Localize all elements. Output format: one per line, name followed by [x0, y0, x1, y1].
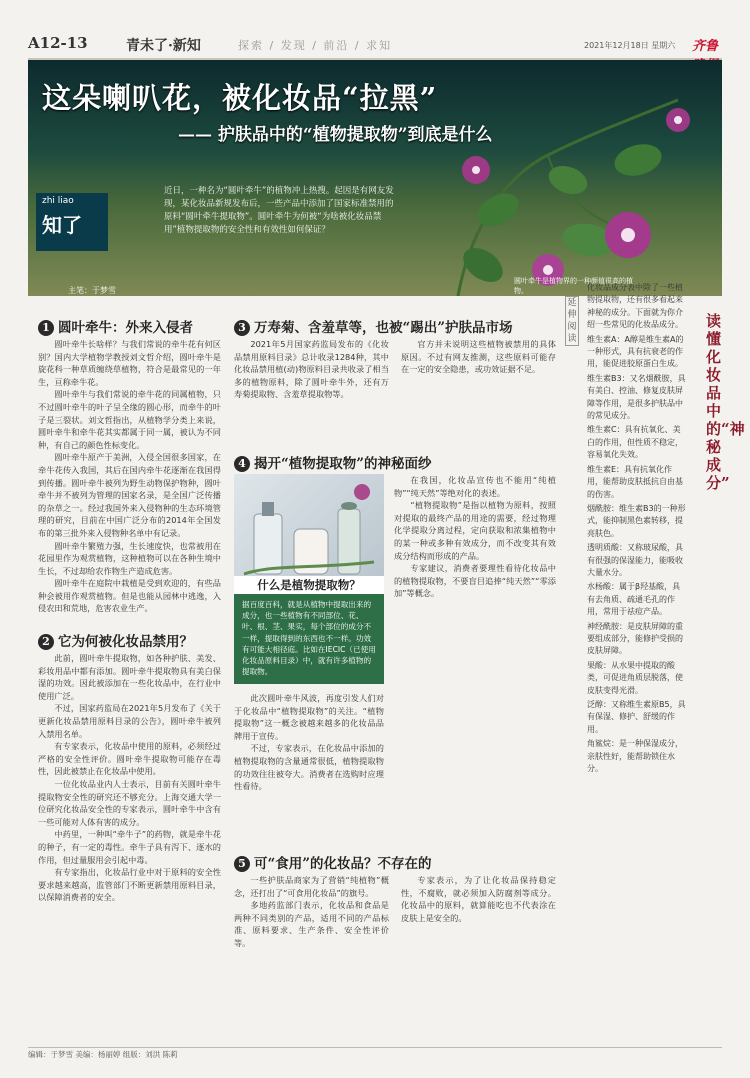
article-paragraph: 圆叶牵牛原产于美洲，入侵全国很多国家，在牵牛花传入我国，其后在国内牵牛花逐渐在我国得到传播。圆叶牵牛被列为野生动物保护物种，圆叶牵牛并不被列为管理的国家名录，是全国广泛传播的杂草之一。经过我国外来入侵物种的生态环境管理的研究，目前在中国广泛分布的2014年全国发布的第三批外来入侵物种名单中有记录。	[38, 452, 221, 538]
zhiliao-badge	[36, 193, 108, 251]
article-1-body	[38, 338, 221, 614]
article-paragraph: “植物提取物”是指以植物为原料，按照对提取的最终产品的用途的需要，经过物理化学提取分离过程，定向获取和浓集植物中的某一种或多种有效成分，而不改变其有效成分结构而形成的产品。	[394, 500, 556, 561]
info-box-title: 什么是植物提取物？	[234, 576, 384, 594]
article-5-number: 5	[234, 856, 250, 872]
sidebar-item: 化妆品成分表中除了一些植物提取物，还有很多看起来神秘的成分。下面就为你介绍一些常见的化妆品成分。	[587, 283, 683, 330]
article-4-body-right	[394, 474, 556, 836]
info-box	[234, 578, 384, 684]
article-paragraph: 在我国，化妆品宣传也不能用“纯植物”“纯天然”等绝对化的表述。	[394, 475, 556, 498]
sidebar-title: 读懂化妆品中的“神秘成分”	[706, 312, 745, 492]
article-paragraph: 不过，国家药监局在2021年5月发布了《关于更新化妆品禁用原料目录的公告》，圆叶牵牛被列入禁用名单。	[38, 703, 221, 739]
article-3-number: 3	[234, 320, 250, 336]
article-5-title	[234, 852, 432, 872]
article-paragraph: 专家表示，为了让化妆品保持稳定性，不腐败，就必须加入防腐剂等成分。化妆品中的原料，就算能吃也不代表涂在皮肤上是安全的。	[401, 875, 556, 923]
article-1-number: 1	[38, 320, 54, 336]
article-paragraph: 圆叶牵牛在庭院中栽植是受到欢迎的，有些品种会被用作观赏植物。但是也能从园林中逃逸，入侵农田和荒地，危害农业生产。	[38, 578, 221, 614]
zhiliao-pinyin: zhi liao	[42, 196, 74, 206]
cosmetics-bottles-icon	[234, 474, 384, 586]
article-paragraph: 2021年5月国家药监局发布的《化妆品禁用原料目录》总计收录1284种，其中化妆品禁用植(动)物原料目录共收录了相当多的植物原料，除了圆叶牵牛外，还有万寿菊提取物、含羞草提取物等。	[234, 339, 389, 400]
section-name: 青未了·新知	[126, 38, 201, 54]
sidebar-label: 延伸阅读	[565, 296, 579, 346]
article-paragraph: 中药里，一种叫“牵牛子”的药物，就是牵牛花的种子，有一定的毒性。牵牛子具有泻下、逐水的作用，但过量服用会引起中毒。	[38, 829, 221, 865]
article-5-heading: 可“食用”的化妆品？不存在的	[254, 856, 432, 872]
sidebar-item: 维生素B3：又名烟酰胺，具有美白、控油、修复皮肤屏障等作用，是很多护肤品中的常见成分。	[587, 373, 686, 421]
article-4-number: 4	[234, 456, 250, 472]
sidebar-item: 透明质酸：又称玻尿酸，具有很强的保湿能力，能吸收大量水分。	[587, 543, 683, 577]
article-4-heading: 揭开“植物提取物”的神秘面纱	[254, 456, 432, 472]
headline: 这朵喇叭花，被化妆品“拉黑”	[42, 81, 438, 115]
article-paragraph: 圆叶牵牛与我们常说的牵牛花的同属植物，只不过圆叶牵牛的叶子呈全缘的圆心形，而牵牛的叶子是三裂状。刘文哲指出，从植物学分类上来说，圆叶牵牛和牵牛花其实都属于同一属，被认为不同种，有自己的颜色性标变化。	[38, 389, 221, 450]
sidebar-item: 神经酰胺：是皮肤屏障的重要组成部分，能修护受损的皮肤屏障。	[587, 621, 683, 656]
sidebar-item: 水杨酸：属于β羟基酸，具有去角质、疏通毛孔的作用，常用于祛痘产品。	[587, 582, 681, 617]
newspaper-logo: 齐鲁	[692, 39, 719, 54]
page-footer: 编辑：于梦雪 美编：杨丽婷 组版：刘洪 陈莉	[28, 1047, 722, 1062]
article-paragraph: 此次圆叶牵牛风波，再度引发人们对于化妆品中“植物提取物”的关注。“植物提取物”这一概念被越来越多的化妆品品牌用于宣传。	[234, 693, 384, 741]
article-2-title	[38, 630, 193, 650]
sidebar-item: 泛醇：又称维生素原B5，具有保湿、修护、舒缓的作用。	[587, 700, 686, 734]
article-3-body	[234, 338, 556, 438]
article-paragraph: 有专家表示，化妆品中使用的原料，必须经过严格的安全性评价。圆叶牵牛提取物可能存在毒性，因此被禁止在化妆品中使用。	[38, 741, 221, 777]
article-2-body	[38, 652, 221, 1040]
zhiliao-text: 知了	[42, 213, 82, 237]
article-paragraph: 此前，圆叶牵牛提取物，如各种护肤、美发、彩妆用品中都有添加。圆叶牵牛提取物具有美白保湿的功效。因此被添加在一些化妆品中，在行业中使用广泛。	[38, 653, 221, 701]
article-3-title	[234, 316, 513, 336]
section-tags: 探索 / 发现 / 前沿 / 求知	[238, 39, 393, 52]
article-paragraph: 一些护肤品商家为了营销“纯植物”概念，还打出了“可食用化妆品”的旗号。	[234, 875, 389, 898]
article-paragraph: 多地药监部门表示，化妆品和食品是两种不同类别的产品，适用不同的产品标准、原料要求、生产条件、安全性评价等。	[234, 900, 389, 948]
info-box-text: 据百度百科，就是从植物中提取出来的成分，也一些植物有不同部位、花、叶、根、茎、果实，每个部位的成分不一样，提取得到的东西也不一样。功效有可能大相径庭。比如在IECIC（已使用化妆品原料目录）中，就有许多植物的提取物。	[242, 600, 376, 677]
article-1-heading: 圆叶牵牛：外来入侵者	[58, 320, 193, 336]
sidebar-item: 果酸：从水果中提取的酸类，可促进角质层脱落，使皮肤变得光滑。	[587, 660, 683, 695]
sidebar-item: 维生素A：A醇是维生素A的一种形式，具有抗衰老的作用，能促进胶原蛋白生成。	[587, 334, 684, 369]
sidebar-body	[587, 282, 687, 777]
article-4-title	[234, 452, 432, 472]
article-paragraph: 官方并未说明这些植物被禁用的具体原因。不过有网友推测，这些原料可能存在一定的安全隐患，或功效证据不足。	[401, 339, 556, 375]
article-paragraph: 圆叶牵牛长啥样？与我们常说的牵牛花有何区别？国内大学植物学教授刘文哲介绍，圆叶牵牛是旋花科一种草质缠绕草植物，符合是最常见的一年生，亘称牵牛花。	[38, 339, 221, 387]
article-1-title	[38, 316, 193, 336]
photo-caption: 圆叶牵牛是植物界的一种颜值很高的植物。	[514, 277, 633, 295]
issue-date: 2021年12月18日 星期六	[584, 41, 676, 50]
sidebar-item: 维生素C：具有抗氧化、美白的作用，但性质不稳定，容易氧化失效。	[587, 425, 683, 460]
article-paragraph: 有专家指出，化妆品行业中对于原料的安全性要求越来越高，监管部门不断更新禁用原料目录，以保障消费者的安全。	[38, 867, 221, 903]
article-2-heading: 它为何被化妆品禁用？	[58, 634, 193, 650]
article-paragraph: 圆叶牵牛繁殖力强，生长速度快，也常被用在花园里作为观赏植物，这种植物可以在各种生境中生长，不过却给农作物生产造成危害。	[38, 540, 221, 576]
article-paragraph: 不过，专家表示，在化妆品中添加的植物提取物的含量通常很低，植物提取物的功效往往被夸大。消费者在选购时应理性看待。	[234, 743, 384, 792]
article-paragraph: 专家建议，消费者要理性看待化妆品中的植物提取物，不要盲目追捧“纯天然”“零添加”等概念。	[394, 563, 556, 599]
sidebar-item: 角鲨烷：是一种保湿成分，亲肤性好，能帮助锁住水分。	[587, 739, 683, 774]
hero-banner	[28, 60, 722, 296]
article-4-body-left	[234, 692, 384, 836]
intro-text: 近日，一种名为“圆叶牵牛”的植物冲上热搜。起因是有网友发现，某化妆品新规发布后，一些产品中添加了国家标准禁用的原料“圆叶牵牛提取物”。圆叶牵牛为何被“为啥被化妆品禁用”植物提取物的安全性和有效性如何保证？	[164, 186, 394, 235]
sub-headline: —— 护肤品中的“植物提取物”到底是什么	[178, 125, 493, 145]
article-paragraph: 一位化妆品业内人士表示，目前有关圆叶牵牛提取物安全性的研究还不够充分。上海交通大学一位研究化妆品安全性的专家表示，圆叶牵牛中含有一些可能对人体有害的成分。	[38, 778, 221, 827]
sidebar-item: 烟酰胺：维生素B3的一种形式，能抑制黑色素转移，提亮肤色。	[587, 503, 686, 538]
article-2-number: 2	[38, 634, 54, 650]
article-5-body	[234, 874, 556, 1040]
page-number: A12-13	[28, 34, 88, 52]
sidebar-item: 维生素E：具有抗氧化作用，能帮助皮肤抵抗自由基的伤害。	[587, 464, 683, 499]
cosmetics-photo	[234, 474, 384, 586]
page-header	[28, 34, 722, 60]
editor-credit: 主笔：于梦雪	[68, 286, 116, 295]
article-3-heading: 万寿菊、含羞草等，也被“踢出”护肤品市场	[254, 320, 513, 336]
